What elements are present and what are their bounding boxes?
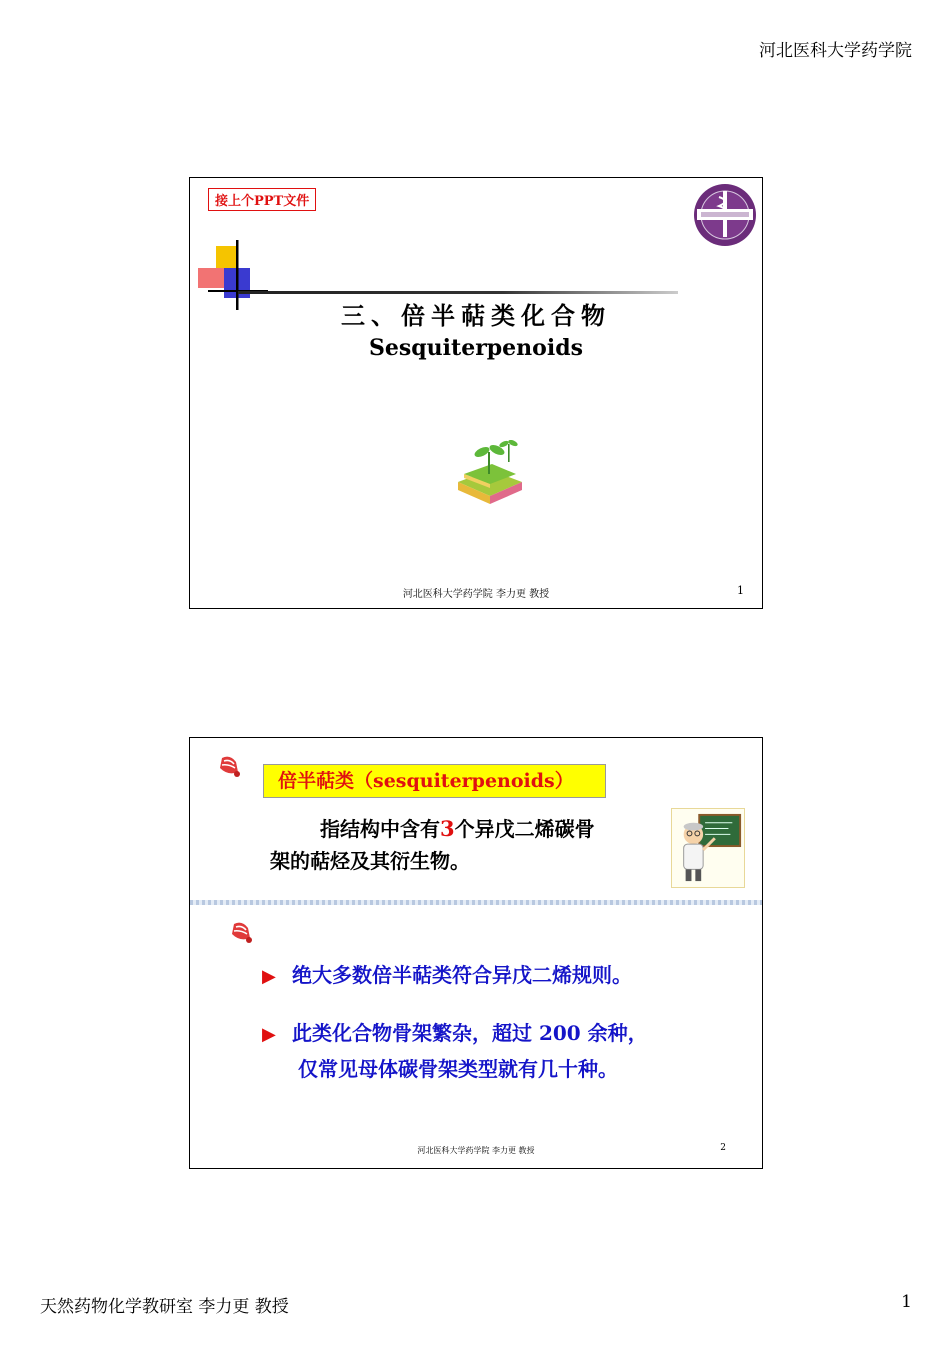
slide-1-subtitle: Sesquiterpenoids xyxy=(369,335,583,361)
definition-text xyxy=(270,813,660,877)
bullet-item xyxy=(262,1016,648,1086)
bell-icon xyxy=(228,918,256,946)
bullet-triangle-icon: ▶ xyxy=(262,966,276,987)
page-number: 1 xyxy=(901,1292,912,1312)
bullet-triangle-icon: ▶ xyxy=(262,1024,276,1045)
page-header: 河北医科大学药学院 xyxy=(759,41,912,61)
slide-2 xyxy=(189,737,763,1169)
section-divider xyxy=(190,900,762,905)
slide-1-title: 三、倍半萜类化合物 xyxy=(341,301,611,330)
books-sprout-icon xyxy=(452,440,528,506)
definition-number: 3 xyxy=(440,816,455,841)
page-footer-text: 天然药物化学教研室 李力更 教授 xyxy=(40,1297,289,1317)
definition-line-2: 架的萜烃及其衍生物。 xyxy=(270,849,470,873)
bullet-item xyxy=(262,958,632,994)
slide-2-footer: 河北医科大学药学院 李力更 教授 xyxy=(417,1146,535,1155)
bell-icon xyxy=(216,752,244,780)
section-heading: 倍半萜类（sesquiterpenoids） xyxy=(263,764,606,798)
definition-part-2: 个异戊二烯碳骨 xyxy=(454,817,595,841)
previous-file-tag: 接上个PPT文件 xyxy=(208,188,316,211)
university-logo-icon xyxy=(693,183,757,247)
bullet-text-continued: 仅常见母体碳骨架类型就有几十种。 xyxy=(298,1057,618,1081)
teacher-chalkboard-icon xyxy=(671,808,745,888)
slide-1-footer: 河北医科大学药学院 李力更 教授 xyxy=(402,589,550,600)
slide-1 xyxy=(189,177,763,609)
bullet-text: 绝大多数倍半萜类符合异戊二烯规则。 xyxy=(292,963,632,987)
title-underline xyxy=(238,291,678,294)
definition-part-1: 指结构中含有 xyxy=(320,817,440,841)
slide-2-number: 2 xyxy=(720,1143,726,1153)
bullet-text: 此类化合物骨架繁杂，超过 200 余种， xyxy=(292,1021,648,1045)
slide-1-number: 1 xyxy=(737,584,744,597)
